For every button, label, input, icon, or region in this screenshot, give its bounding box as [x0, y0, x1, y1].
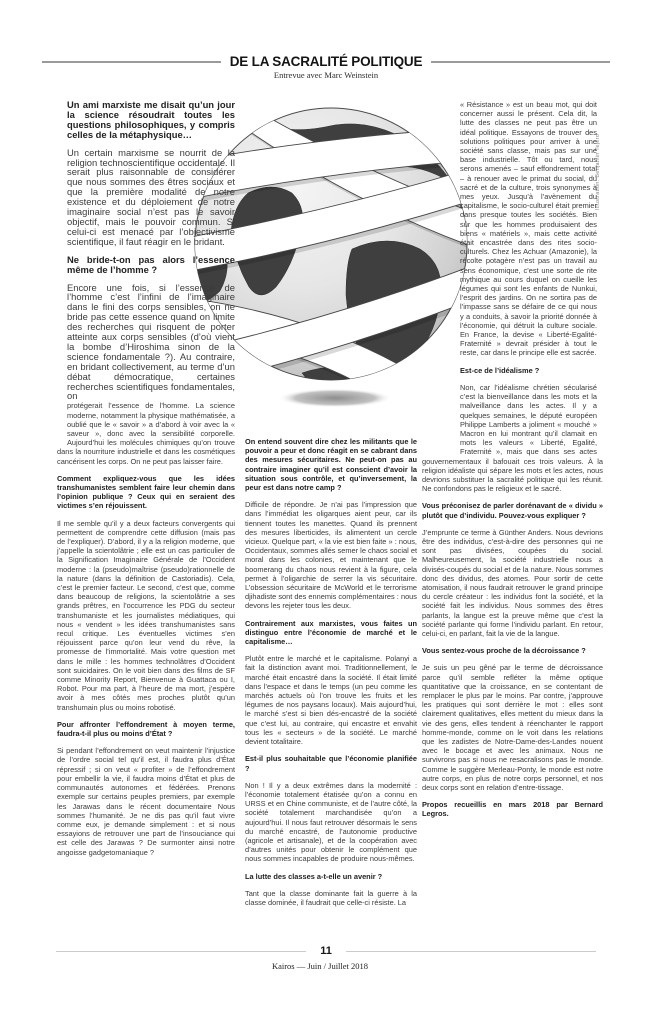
interview-question: Contrairement aux marxistes, vous faites un distinguo entre l’économie de marché et le capitalisme… [245, 618, 417, 647]
interview-answer-continued: protégerait l’essence de l’homme. La science moderne, notamment la physique mathématisée, a oublié que le « savoir » a d’abord à voir avec la « saveur », donc avec la sensibilité corporelle. Aujourd’hui les molécules chimiques qu’on trouve dans la nourriture industrielle et dans les cosmétiques cancérisent les corps. On ne peut pas laisser faire. [57, 401, 235, 466]
interview-signature: Propos recueillis en mars 2018 par Bernard Legros. [422, 800, 603, 819]
page-title: DE LA SACRALITÉ POLITIQUE [229, 54, 423, 69]
article-subtitle: Entrevue avec Marc Weinstein [273, 70, 379, 80]
header-rule-left [42, 61, 221, 63]
interview-answer: Encore une fois, si l’essence de l’homme c’est l’infini de l’imaginaire dans le fini des corps sensibles, on ne bride pas cette essence quand on limite des recherches qui risquent de porter atteinte aux corps sensibles (d’où vient la bombe d’Hiroshima sinon de la science fondamentale ?). Au contraire, en bridant collectivement, au terme d’un débat démocratique, certaines recherches scientifiques fondamentales, on [67, 281, 235, 402]
interview-answer: Je suis un peu gêné par le terme de décroissance parce qu’il semble refléter la même optique quantitative que la croissance, en se contentant de remplacer le plus par le moins. Par contre, j’approuve les pratiques qui sont derrière le mot : elles sont clairement qualitatives, elles mettent du mieux dans la vie des gens, elles tendent à réenchanter le rapport homme-monde, comme on le voit dans les relations que les zadistes de Notre-Dame-des-Landes nouent avec le bocage et avec les animaux. Nous ne survivrons pas si nous ne resacralisons pas le monde. Comme le suggère Merleau-Ponty, le monde est notre autre corps, en plus de notre corps personnel, et nos deux corps sont en relation d’entre-tissage. [422, 663, 603, 793]
interview-answer: Il me semble qu’il y a deux facteurs convergents qui permettent de comprendre cette diffusion (mais pas de l’expliquer). D’abord, il y a la religion moderne, que j’appelle la scientolâtrie ; elle est un cas particulier de la Signification Imaginaire Générale de l’Occident moderne : la (pseudo)maîtrise (pseudo)rationnelle de la nature (dans la définition de Castoriadis). Cela, c’est le premier facteur. Le second, c’est que, comme dans beaucoup de religions, la scientolâtrie a ses grands prêtres, en l’occurrence les PDG du secteur transhumaniste et les journalistes médiatiques, qui nous « vendent » les idées transhumanistes sans recul critique. Les éventuelles victimes s’en réjouissent parce qu’on leur vend du rêve, la promesse de l’immortalité. Mais votre question met dans le mille : les hommes technolâtres d’Occident sont suicidaires. On le voit bien dans des films de SF comme Minority Report, Bienvenue à Guattaca ou I, Robot. Pour ma part, à l’heure de ma mort, j’espère avoir à mes côtés mes proches plutôt qu’un transhumain plus ou moins robotisé. [57, 518, 235, 712]
journal-issue-line: Kairos — Juin / Juillet 2018 [271, 961, 369, 971]
page-footer [56, 945, 596, 957]
article-header [42, 54, 610, 69]
interview-question: Vous préconisez de parler dorénavant de « dividu » plutôt que d’individu. Pouvez-vous expliquer ? [422, 501, 603, 520]
interview-question: La lutte des classes a-t-elle un avenir ? [245, 871, 383, 881]
text-wrap-spacer [422, 100, 460, 452]
interview-answer: Un certain marxisme se nourrit de la religion technoscientifique occidentale. Il serait plus raisonnable de considérer que nous sommes des êtres sociaux et que la première modalité de notre existence et du déploiement de notre imaginaire social n’est pas le savoir objectif, mais le pouvoir commun. Si celui-ci est menacé par l’objectivisme scientifique, il faut réagir en le bridant. [67, 146, 235, 247]
interview-answer: « Résistance » est un beau mot, qui doit concerner aussi le présent. Cela dit, la lutte des classes ne peut pas être un idéal politique. Essayons de trouver des solutions politiques pour arriver à une société sans classe, mais pas sur une base industrielle. Tôt ou tard, nous serons amenés – sauf effondrement total – à renouer avec le primat du social, du sacré et de la culture, trois synonymes à mes yeux. Jusqu’à l’avènement du capitalisme, le socio-culturel était premier dans presque toutes les sociétés. Bien sûr que les hommes produisaient des biens « matériels », mais cette activité était encastrée dans des rites socio-culturels. Chez les Achuar (Amazonie), la récolte potagère n’est pas un travail au sens économique, c’est une sorte de rite mythique au cours duquel on cueille les légumes qui sont les enfants de Nunkui, l’esprit des jardins. On ne sortira pas de l’impasse sans se défaire de ce qui nous y a conduits, à savoir la priorité donnée à l’économie, qui détruit la culture sociale. En France, la devise « Liberté-Egalité-Fraternité » devrait présider à tout le reste, car dans le principe elle est sacrée. [460, 100, 597, 358]
text-column-2 [245, 437, 417, 915]
interview-question: Pour affronter l’effondrement à moyen terme, faudra-t-il plus ou moins d’État ? [57, 719, 235, 739]
interview-question: Un ami marxiste me disait qu’un jour la science résoudrait toutes les questions philosophiques, y compris celles de la métaphysique… [67, 99, 235, 140]
interview-question: Vous sentez-vous proche de la décroissance ? [422, 646, 586, 656]
interview-answer: J’emprunte ce terme à Günther Anders. Nous devrions être des individus, c’est-à-dire des personnes qui ne sont pas divisées, coupées du social. Malheureusement, la société industrielle nous a divisés-coupés du social et de la nature. Nous sommes donc des dividus, des atomes. Pour sortir de cette atomisation, il nous faudrait retrouver le grand principe du cercle créateur : les individus font la société, et la société fait les individus. Nous sommes des êtres parlants, la langue est la preuve même que c’est la société parlante qui forme l’individu parlant. En retour, celui-ci, en parlant, fait la vie de la langue. [422, 527, 603, 638]
interview-question: Comment expliquez-vous que les idées transhumanistes semblent faire leur chemin dans l’opinion publique ? Ceux qui en seraient des victimes s’en réjouissent. [57, 473, 235, 511]
illustration-credit: Illustration: Benjamin Tejero [595, 133, 601, 210]
header-rule-right [431, 61, 610, 63]
interview-answer: Non ! Il y a deux extrêmes dans la modernité : l’économie totalement étatisée qu’on a connu en URSS et en Chine communiste, et de l’autre côté, la société totalement marchandisée qu’on a aujourd’hui. Il nous faut retrouver désormais le sens du marché encastré, de l’autonomie productive (agricole et artisanale), et de la coopération avec d’autres unités pour obtenir le complément que nous sommes incapables de produire nous-mêmes. [245, 780, 417, 864]
interview-answer: Non, car l’idéalisme chrétien sécularisé c’est la bienveillance dans les mots et la malveillance dans les actes. Il y a quelques semaines, le député européen Philippe Lamberts a joliment « mouché » Macron en lui montrant qu’il clamait en mots les valeurs « Liberté, Egalité, Fraternité », mais que dans ses actes gouvernementaux il bafouait ces trois valeurs. À la religion idéaliste qui sépare les mots et les actes, nous devrions substituer la sacralité politique qui les réunit. Ne confondons pas le religieux et le sacré. [422, 382, 603, 494]
interview-answer: Plutôt entre le marché et le capitalisme. Polanyi a fait la distinction avant moi. Traditionnellement, le marché était encastré dans la société. Il était limité dans l’espace et dans le temps (un peu comme les marchés actuels où l’on trouve les fruits et les légumes de nos paysans locaux). Mais aujourd’hui, le marché s’est si bien dés-encastré de la société que c’est lui, au contraire, qui encastre et envahit tous les « secteurs » de la société. Le marché devient totalitaire. [245, 654, 417, 747]
text-wrap-spacer [597, 100, 603, 452]
interview-question: On entend souvent dire chez les militants que le pouvoir a peur et donc réagit en se cabrant dans des mesures sécuritaires. Ne peut-on pas au contraire imaginer qu’il est conscient d’avoir la situation sous contrôle, et qu’inversement, la peur est dans notre camp ? [245, 437, 417, 493]
interview-answer: Tant que la classe dominante fait la guerre à la classe dominée, il faudrait que celle-ci résiste. La [245, 888, 417, 907]
footer-rule-left [56, 951, 306, 952]
page-number: 11 [320, 945, 332, 957]
text-wrap-spacer [57, 100, 67, 445]
globe-shadow [278, 389, 392, 408]
interview-question: Ne bride-t-on pas alors l’essence même de l’homme ? [67, 253, 235, 275]
interview-question: Est-il plus souhaitable que l’économie planifiée ? [245, 754, 417, 773]
text-column-3 [422, 100, 603, 827]
interview-answer: Difficile de répondre. Je n’ai pas l’impression que dans l’immédiat les oligarques aient peur, car ils tiennent toutes les manettes. Quand ils prennent des mesures liberticides, ils alimentent un cercle vicieux. Quelque part, « la vie est bien faite » : nous, Occidentaux, sommes allés semer le chaos social et moral dans les colonies, et maintenant que le boomerang du chaos nous revient à la figure, cela permet à l’oligarchie de serrer la vis sécuritaire. L’obsession sécuritaire de McWorld et le terrorisme djihadiste sont des ennemis complémentaires : nous devons les rejeter tous les deux. [245, 500, 417, 611]
text-column-1 [57, 100, 235, 865]
interview-question: Est-ce de l’idéalisme ? [460, 365, 540, 375]
interview-answer: Si pendant l’effondrement on veut maintenir l’injustice de l’ordre social tel qu’il est, il faudra plus d’État répressif ; si on veut « profiter » de l’effondrement pour embellir la vie, il faudra moins d’État et plus de communautés autonomes et fédérées. Prenons exemple sur certains peuples premiers, par exemple les Jarawas dans le récent documentaire Nous sommes l’humanité. Je ne dis pas qu’il faut vivre comme eux, je demande simplement : et si nous essayions de retrouver une part de l’insouciance qui est celle des Jarawas ? De surmonter ainsi notre angoisse gadgetomaniaque ? [57, 746, 235, 857]
footer-rule-right [346, 951, 596, 952]
